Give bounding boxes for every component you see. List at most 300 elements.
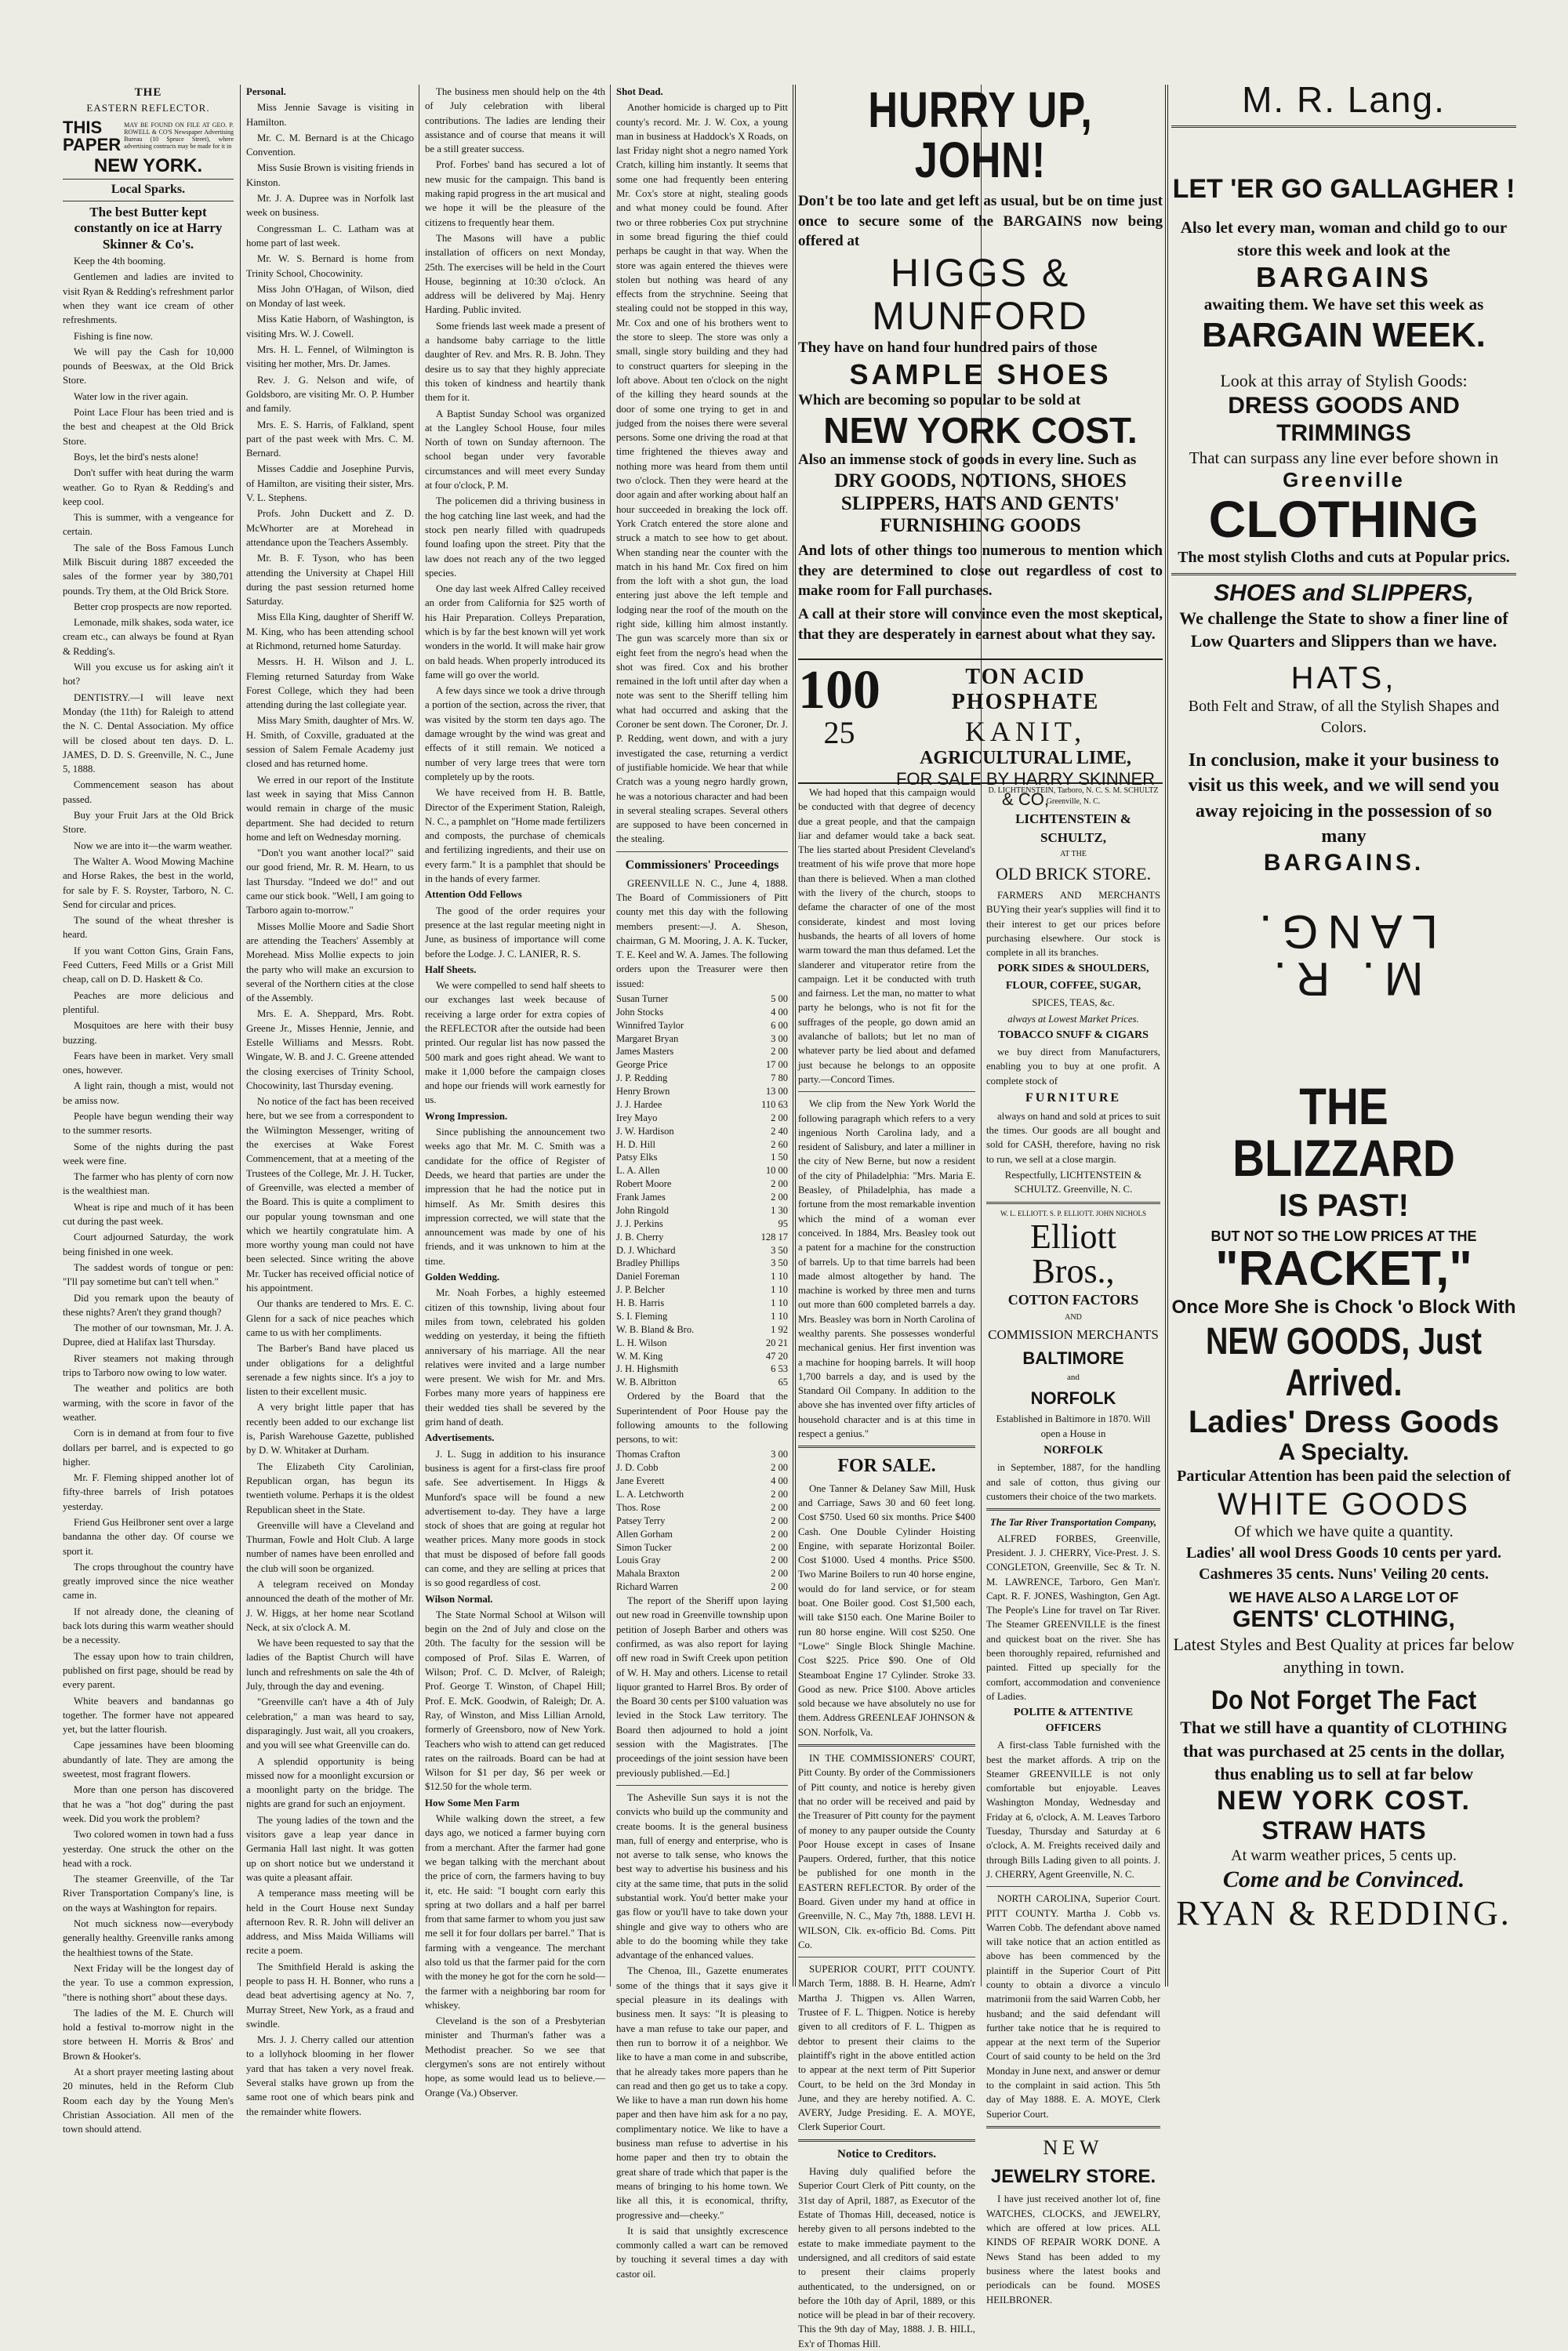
acid-t1: TON ACID PHOSPHATE [951,665,1100,714]
news-item: The sound of the wheat thresher is heard. [63,915,234,941]
lang-intro: Also let every man, woman and child go to our store this week and look at the [1180,218,1508,259]
news-item: The weather and politics are both warming, with the score in favor of the weather. [63,1383,234,1423]
news-item: Mr. F. Fleming shipped another lot of fifty-three barrels of Irish potatoes yesterday. [63,1472,234,1512]
lang-awaiting: awaiting them. We have set this week as [1203,295,1484,314]
news-item: Congressman L. C. Latham was at home part of last week. [246,223,414,249]
payee-name: Richard Warren [616,1581,678,1593]
payee-amount: 3 00 [771,1032,788,1044]
slippers-hats: SLIPPERS, HATS AND GENTS' FURNISHING GOODS [840,492,1120,537]
divider [616,851,788,852]
table-row [616,1072,788,1085]
at-the: AT THE [1060,850,1087,859]
furniture-text: always on hand and sold at prices to suit the times. Our goods are all bought and sold for CASH, therefore, having no risk to run, we sell at a close margin. [986,1110,1160,1165]
payee-name: Mahala Braxton [616,1568,680,1580]
baltimore: BALTIMORE [1022,1348,1124,1368]
payee-amount: 4 00 [771,1475,788,1487]
news-item: The ladies of the M. E. Church will hold a festival to-morrow night in the store between H. Morris & Bros' and Brown & Hooker's. [63,2007,234,2062]
payee-amount: 20 21 [765,1337,788,1348]
warm-prices: At warm weather prices, 5 cents up. [1231,1847,1457,1865]
payee-amount: 2 00 [771,1528,788,1540]
butter-lead: The best Butter kept constantly on ice at Harry Skinner & Co's. [74,204,223,252]
news-item: At a short prayer meeting lasting about 20 minutes, held in the Reform Club Room each day by the Young Men's Christian Association. All men of the town should attend. [63,2066,234,2135]
table-row [616,1019,788,1032]
creditors-heading: Notice to Creditors. [837,2147,936,2161]
column-local-sparks [63,85,234,2135]
news-item: Not much sickness now—everybody generally healthy. Greenville ranks among the healthiest towns of the State. [63,1918,234,1958]
blizzard: THE BLIZZARD [1232,1077,1455,1188]
table-row [616,1217,788,1231]
table-row [616,1164,788,1177]
lang-title: M. R. Lang. [1242,79,1446,120]
wart-text: It is said that unsightly excrescence commonly called a wart can be removed by touching it several times a day with castor oil. [616,2225,788,2280]
attention-text: The good of the order requires your presence at the last regular meeting night in June, as business of importance will come before the Lodge. J. C. LANIER, R. S. [425,905,605,960]
column-rule [1165,85,1168,1986]
payee-name: Patsey Terry [616,1515,666,1526]
payee-amount: 1 10 [771,1284,788,1296]
payee-amount: 5 00 [771,992,788,1004]
table-row [616,1488,788,1501]
table-row [616,1032,788,1046]
low-prices: BUT NOT SO THE LOW PRICES AT THE [1210,1228,1477,1245]
news-item: "Greenville can't have a 4th of July celebration," a man was heard to say, disparagingly. Just wait, all you croakers, and you will see what Greenville can do. [246,1696,414,1751]
norfolk: NORFOLK [1030,1388,1116,1408]
table-row [616,1125,788,1138]
table-row [616,1475,788,1488]
divider [616,1785,788,1786]
payee-name: L. A. Allen [616,1165,660,1177]
payee-name: J. H. Highsmith [616,1363,679,1375]
payee-name: John Ringold [616,1204,670,1216]
news-item: Miss Jennie Savage is visiting in Hamilton. [246,102,414,128]
divider [798,1091,975,1092]
gents-clothing: GENTS' CLOTHING, [1232,1605,1455,1632]
payee-name: W. B. Albritton [616,1377,677,1388]
white-goods: WHITE GOODS [1218,1486,1470,1522]
column-shot-dead [616,85,788,2280]
payee-name: J. J. Perkins [616,1217,663,1229]
new-goods: NEW GOODS, Just Arrived. [1205,1321,1483,1404]
news-item: If not already done, the cleaning of back lots during this warm weather should be a necessity. [63,1605,234,1646]
table-row [616,1085,788,1098]
news-item: Profs. John Duckett and Z. D. McWhorter are at Morehead in attendance upon the Teachers Assembly. [246,508,414,548]
payee-name: W. B. Bland & Bro. [616,1323,695,1335]
column-news [425,85,605,2099]
come-convinced: Come and be Convinced. [1222,1867,1465,1893]
acid-t3: AGRICULTURAL LIME, [920,748,1131,768]
commissioners-mid: Ordered by the Board that the Superintendent of Poor House pay the following amounts to the following persons, to wit: [616,1391,788,1446]
news-item: Mrs. J. J. Cherry called our attention to a lollyhock blooming in her flower yard that has taken a very novel freak. Several stalks have grown up from the same root one of which bears pink and the remainder white flowers. [246,2034,414,2117]
news-item: The farmer who has plenty of corn now is the wealthiest man. [63,1171,234,1197]
payee-name: S. I. Fleming [616,1310,668,1322]
sample-shoes: SAMPLE SHOES [849,357,1112,390]
shot-dead-text: Another homicide is charged up to Pitt county's record. Mr. J. W. Cox, a young man in business at Haddock's X Roads, on last Friday night shot a negro named York Cratch, killing him instantly. It seems that some one had frequently been entering Mr. Cox's store at night, stealing goods and what money could be found. After two or three robberies Cox put strychnine in some bread figuring the thief could perhaps be caught in that way. When the store was again entered the thieves were stolen but nothing was heard of any effects from the strychnine. Seeing that stealing could not be stopped in this way, Mr. Cox and one of his brothers went to the store to sleep. The store was only a small, single story building and they had to construct quarters for sleeping in the loft above. About ten o'clock on the night of the killing they heard sounds at the door of some one trying to get in and judged from the noises there were several persons. Some one driving the road at that time frightened the thieves away and nothing more was heard from them until two o'clock. Then they were heard at the door again and after working about half an hour succeeded in breaking the lock off. York Cratch entered the store alone and struck a match to see how to get about. When standing near the counter with the match in his hand Mr. Cox fired on him from the loft with a shot gun, the load entering just above the left temple and lodging near the roof of the mouth on the right side, killing him almost instantly. The gun was scarcely more than six or eight feet from the negro's head when the shot was fired. Cox and his brother remained in the loft until after day when a note was sent to the Sheriff telling him what had occurred and asking that the Coroner be sent down. The Coroner, Dr. J. P. Redding, went down, and with a jury investigated the case, returning a verdict of justifiable homicide. We hear that while Cratch was a young negro hardly grown, he was a notorious character and had been in several stealing scrapes. Several others are supposed to have been concerned in the stealing. [616,102,788,845]
table-row [616,1257,788,1270]
divider [986,2126,1160,2128]
news-item: We have received from H. B. Battle, Director of the Experiment Station, Raleigh, N. C., a pamphlet on "Home made fertilizers and composts, the purchase of chemicals and fertilizing ingredients, and their use on every farm." It is a pamphlet that should be in the hands of every farmer. [425,787,605,885]
lichtenstein-signed: Respectfully, LICHTENSTEIN & SCHULTZ. Greenville, N. C. [1004,1170,1142,1195]
news-item: People have begun wending their way to the summer resorts. [63,1110,234,1137]
news-item: Wheat is ripe and much of it has been cut during the past week. [63,1201,234,1228]
table-row [616,1528,788,1541]
news-item: Keep the 4th booming. [74,256,166,267]
latest: Latest Styles and Best Quality at prices far below anything in town. [1173,1634,1515,1678]
jewelry-new: NEW [1043,2135,1104,2159]
poorhouse-table [616,1448,788,1594]
news-item: Miss John O'Hagan, of Wilson, died on Monday of last week. [246,283,414,310]
news-item: "Don't you want another local?" said our good friend, Mr. R. M. Hearn, to us last Thursday. "Indeed we do!" and out came our stick book. "Well, I am going to Tarboro again to-morrow." [246,847,414,916]
payee-name: Daniel Foreman [616,1271,680,1283]
cotton-factors: COTTON FACTORS [1007,1292,1139,1308]
table-row [616,1244,788,1257]
news-items [425,85,605,886]
is-past: IS PAST! [1279,1188,1409,1224]
commissioners-heading: Commissioners' Proceedings [625,858,779,872]
payee-amount: 1 10 [771,1297,788,1309]
ladies-dress: Ladies' Dress Goods [1188,1404,1500,1439]
news-item: Greenville will have a Cleveland and Thurman, Fowle and Holt Club. A large number of names have been enrolled and the club will soon be organized. [246,1519,414,1574]
quantity: Of which we have quite a quantity. [1234,1522,1454,1540]
lang-challenge: We challenge the State to show a finer line of Low Quarters and Slippers than we have. [1179,608,1508,651]
commission-merchants: COMMISSION MERCHANTS [988,1326,1159,1342]
table-row [616,1204,788,1217]
table-row [616,1045,788,1058]
payee-amount: 110 63 [761,1098,788,1110]
news-item: The Masons will have a public installation of officers on next Monday, 25th. The exercises will be held in the Court House, beginning at 10:30 o'clock. An address will be delivered by Maj. Henry Harding. Public invited. [425,232,605,316]
news-item: A very bright little paper that has recently been added to our exchange list is, Parish Warehouse Gazette, published by D. W. Whitaker at Durham. [246,1402,414,1457]
payee-amount: 2 00 [771,1489,788,1500]
divider [986,1508,1160,1511]
dress-goods: DRESS GOODS AND TRIMMINGS [1228,393,1460,446]
news-item: Two colored women in town had a fuss yesterday. One struck the other on the head with a rock. [63,1829,234,1869]
payee-amount: 2 60 [771,1138,788,1150]
table-row [616,1058,788,1072]
news-item: If you want Cotton Gins, Grain Fans, Feed Cutters, Feed Mills or a Grist Mill cheap, call on D. D. Haskett & Co. [63,945,234,985]
lichtenstein-firm: LICHTENSTEIN & SCHULTZ, [1015,811,1131,845]
divider [1171,125,1516,128]
payee-name: H. B. Harris [616,1297,665,1309]
payee-amount: 10 00 [765,1165,788,1177]
payee-name: D. J. Whichard [616,1244,676,1256]
masthead-name: EASTERN REFLECTOR. [86,102,210,114]
table-row [616,1297,788,1310]
news-item: Point Lace Flour has been tried and is the best and cheapest at the Old Brick Store. [63,407,234,447]
table-row [616,1151,788,1164]
table-row [616,1098,788,1112]
news-item: White beavers and bandannas go together. The former have not appeared yet, but the latter flourish. [63,1695,234,1736]
jewelry-store: JEWELRY STORE. [990,2166,1156,2188]
lang-inverted: M. R. LANG. [1249,905,1439,1006]
payee-name: John Stocks [616,1006,664,1018]
divider [1171,573,1516,575]
payee-name: W. M. King [616,1350,663,1362]
orders-table [616,992,788,1389]
payee-amount: 2 00 [771,1555,788,1566]
news-item: Cape jessamines have been blooming abundantly of late. They are among the sweetest, most fragrant flowers. [63,1740,234,1780]
divider [798,1744,975,1747]
asheville-text: The Asheville Sun says it is not the convicts who build up the community and create booms. It is the general business man, full of energy and enterprise, who is not averse to talk sense, who knows the best way to advertise his business and his city at the same time, that puts in the solid substantial work. You'd better make your gas flow or you'll have to take down your shingle and give way to others who are able to do the booming while they take advantage of the enhanced values. [616,1791,788,1961]
old-brick-store: OLD BRICK STORE. [995,864,1152,884]
news-item: The saddest words of tongue or pen: "I'll pay sometime but can't tell when." [63,1261,234,1288]
straw-hats: STRAW HATS [1261,1816,1426,1845]
column-rule [793,85,796,1986]
wilson-normal-heading: Wilson Normal. [425,1593,493,1605]
wilson-normal-text: The State Normal School at Wilson will begin on the 2nd of July and close on the 20th. The faculty for the session will be composed of Prof. Silas E. Warren, of Wilson; Prof. C. D. McIver, of Raleigh; Prof. George T. Winston, of Chapel Hill; Prof. E. McK. Goodwin, of Raleigh; Dr. A. Ray, of Winston, and Miss Lillian Arnold, formerly of Greensboro, now of New York. Teachers who wish to attend can get reduced rates on the railroads. Board can be had at Wilson for $1 per day, $6 per week or $12.50 for the whole term. [425,1609,605,1793]
table-row [616,1337,788,1350]
payee-name: J. W. Hardison [616,1125,674,1137]
payee-name: Jane Everett [616,1475,665,1487]
column-rule [610,85,611,1986]
section-title: Local Sparks. [63,179,234,201]
payee-amount: 2 00 [771,1581,788,1593]
farm-heading: How Some Men Farm [425,1797,520,1809]
news-item: Corn is in demand at from four to five dollars per barrel, and is expected to go higher. [63,1428,234,1468]
editorial-text: We had hoped that this campaign would be conducted with that degree of decency due a great people, and that the campaign liar and defamer would take a back seat. The lies started about President Cleveland's treatment of his wife prove that more hope than there is believed. When a man clothed with the livery of the church, stoops to defame the character of one of the most considerate, kindest and most loving husbands, the hearts of all lovers of home warm toward the man thus defamed. Let the slanderer and vituperator retire from the campaign. Let it be conducted with truth and fairness. Let the man, no matter to what party he belongs, who is not fit for the suffrages of the people, go down amid an avalanche of ballots; but let no man of whatever party be lied about and defamed just because he belongs to an opposite party.—Concord Times. [798,787,976,1085]
news-item: A temperance mass meeting will be held in the Court House next Sunday afternoon Rev. R. R. John will deliver an address, and Miss Maida Williams will recite a poem. [246,1888,414,1957]
column-business-cards [986,785,1160,2306]
payee-amount: 65 [778,1377,788,1388]
payee-amount: 2 00 [771,1178,788,1190]
payee-name: H. D. Hill [616,1138,655,1150]
bargain-week: BARGAIN WEEK. [1202,315,1486,354]
column-personal [246,85,414,2117]
personal-heading: Personal. [246,86,286,97]
lang-nyc: NEW YORK COST. [1217,1786,1471,1816]
news-item: Mr. J. A. Dupree was in Norfolk last week on business. [246,193,414,219]
table-row [616,1323,788,1337]
specialty: A Specialty. [1278,1439,1410,1465]
acid-t4: FOR SALE BY HARRY SKINNER & CO, [895,769,1156,809]
news-item: Miss Mary Smith, daughter of Mrs. W. H. Smith, of Coxville, graduated at the session of Salem Female Academy just closed and has returned home. [246,715,414,770]
clothing: CLOTHING [1208,490,1479,549]
new-york-label: NEW YORK. [93,155,203,177]
news-item: Messrs. H. H. Wilson and J. L. Fleming returned Saturday from Wake Forest College, which they had been attending during the last collegiate year. [246,656,414,711]
divider [798,2139,975,2142]
table-row [616,1138,788,1152]
masthead-the: THE [134,86,162,99]
cashmeres: Cashmeres 35 cents. Nuns' Veiling 20 cents. [1199,1565,1489,1583]
payee-name: J. B. Cherry [616,1231,664,1243]
creditors-text: Having duly qualified before the Superior Court Clerk of Pitt county, on the 31st day of April, 1887, as Executor of the Estate of Thomas Hill, deceased, notice is hereby given to all persons indebted to the estate to make immediate payment to the undersigned, and all creditors of said estate to present their claims properly authenticated, to the undersigned, on or before the 10th day of April, 1889, or this notice will be plead in bar of their recovery. This the 9th day of May, 1888. J. B. HILL, Ex'r of Thomas Hill. [798,2166,975,2349]
news-item: Our thanks are tendered to Mrs. E. C. Glenn for a sack of nice peaches which came to us with her compliments. [246,1298,414,1338]
news-item: Miss Katie Haborn, of Washington, is visiting Mrs. W. J. Cowell. [246,314,414,339]
greenville: Greenville [1283,468,1405,492]
shot-dead-heading: Shot Dead. [616,86,663,97]
news-item: We will pay the Cash for 10,000 pounds of Beeswax, at the Old Brick Store. [63,346,234,386]
this-paper-small: MAY BE FOUND ON FILE AT GEO. P. ROWELL & CO'S Newspaper Advertising Bureau (10 Spruce Street), where advertising contracts may be made for it in [124,122,234,150]
payee-name: Frank James [616,1192,666,1203]
news-item: Fears have been in market. Very small ones, however. [63,1050,234,1076]
divider [986,1202,1160,1204]
payee-name: J. P. Belcher [616,1284,665,1296]
masthead [63,85,234,116]
chenoa-text: The Chenoa, Ill., Gazette enumerates some of the things that it says give it special pleasure in its dealings with business men. It says: "It is pleasing to have a man refuse to take our paper, and then run to borrow it of a neighbor. We like to have a man come in and subscribe, that he already takes more papers than he can read and then go get us to take a copy. We like to have a man run down his home paper and then have him ask for a no pay, complimentary notice. We like to have a business man refuse to advertise in his home paper and then try to obtain the great share of trade which that paper is the means of bringing to his home town. We like all this, it is economical, thrifty, progressive and—cheeky." [616,1965,788,2221]
news-item: Court adjourned Saturday, the work being finished in one week. [63,1232,234,1257]
tar-river-heading: The Tar River Transportation Company, [989,1517,1157,1529]
news-item: This is summer, with a vengeance for certain. [63,512,234,538]
this-paper-notice [63,119,234,154]
firm-names: D. LICHTENSTEIN, Tarboro, N. C. S. M. SCHULTZ Greenville, N. C. [988,786,1159,807]
payee-amount: 3 50 [771,1244,788,1256]
payee-amount: 2 00 [771,1501,788,1513]
table-row [616,1376,788,1389]
elliott-and: AND [1065,1313,1082,1322]
higgs-firm: HIGGS & MUNFORD [872,250,1089,338]
lang-ad [1171,78,1516,1991]
this-paper-label: THIS PAPER [63,118,122,155]
news-item: Peaches are more delicious and plentiful. [63,989,234,1015]
column-rule [240,85,241,1986]
hurry-intro: Don't be too late and get left as usual, but be on time just once to secure some of the BARGAINS now being offered at [798,193,1163,250]
spices-line: SPICES, TEAS, &c. [1032,997,1115,1009]
ryan-redding: RYAN & REDDING. [1176,1894,1512,1933]
hurry-line4: And lots of other things too numerous to mention which they are determined to close out regardless of cost to make room for Fall purchases. [798,542,1163,600]
payee-name: Patsy Elks [616,1152,658,1163]
news-item: The crops throughout the country have greatly improved since the nice weather came in. [63,1561,234,1602]
news-item: Now we are into it—the warm weather. [74,840,233,851]
do-not-forget: Do Not Forget The Fact [1210,1685,1477,1716]
table-row [616,1541,788,1555]
column-editorial [798,785,976,2349]
hurry-line2: Which are becoming so popular to be sold at [798,391,1081,408]
table-row [616,1448,788,1461]
payee-amount: 1 10 [771,1271,788,1283]
payee-amount: 1 30 [771,1204,788,1216]
payee-amount: 128 17 [760,1231,788,1243]
payee-name: J. D. Cobb [616,1462,659,1474]
news-item: The essay upon how to train children, published on first page, should be read by every parent. [63,1650,234,1691]
table-row [616,1501,788,1515]
news-item: A few days since we took a drive through a portion of the section, across the river, that was visited by the storm ten days ago. The damage wrought by the wind was great and effects of it still remain. We noticed a number of very large trees that were torn completely up by the roots. [425,685,605,782]
news-item: Mr. C. M. Bernard is at the Chicago Convention. [246,132,414,158]
news-item: Miss Ella King, daughter of Sheriff W. M. King, who has been attending school at Richmond, returned home Saturday. [246,611,414,651]
news-item: Buy your Fruit Jars at the Old Brick Store. [63,810,234,836]
payee-amount: 1 10 [771,1310,788,1322]
cleveland-text: Cleveland is the son of a Presbyterian minister and Thurman's father was a Methodist preacher. So we see that clergymen's sons are not entirely without hope, as some would lead us to believe.—Orange (Va.) Observer. [425,2015,605,2099]
payee-amount: 2 40 [771,1125,788,1137]
also-large: WE HAVE ALSO A LARGE LOT OF [1229,1589,1459,1605]
news-item: Don't suffer with heat during the warm weather. Go to Ryan & Redding's and keep cool. [63,467,234,507]
table-row [616,1515,788,1528]
wrong-impression-heading: Wrong Impression. [425,1110,508,1122]
news-item: Mrs. E. A. Sheppard, Mrs. Robt. Greene Jr., Misses Hennie, Jennie, and Estelle Williams and Messrs. Robt. Wingate, W. B. and J. C. Greene attended the closing exercises of Trinity School, Chocowinity, last Thursday evening. [246,1008,414,1091]
lang-bargains2: BARGAINS. [1263,849,1425,876]
racket: "RACKET," [1215,1242,1472,1297]
table-row [616,1461,788,1475]
news-item: Will you excuse us for asking ain't it hot? [63,662,234,688]
advertisements-heading: Advertisements. [425,1432,495,1444]
lang-conclusion: In conclusion, make it your business to visit us this week, and we will send you away rejoicing in the possession of so many [1188,750,1500,847]
elliott-and2: and [1067,1373,1080,1383]
acid-amount-100: 100 [798,660,880,720]
table-row [616,1006,788,1019]
lang-look: Look at this array of Stylish Goods: [1220,371,1468,391]
commissioners-intro: GREENVILLE N. C., June 4, 1888. The Board of Commissioners of Pitt county met this day with the following members present:—J. A. Sheson, chairman, G M. Mooring, J. A. K. Tucker, T. E. Keel and W. A. James. The following orders upon the Treasurer were then issued: [616,877,788,989]
payee-name: Thos. Rose [616,1501,661,1513]
news-item: Mrs. H. L. Fennel, of Wilmington is visiting her mother, Mrs. Dr. James. [246,344,414,370]
norfolk-text: in September, 1887, for the handling and sale of cotton, thus giving our customers their choice of the two markets. [986,1462,1160,1503]
hurry-headline: HURRY UP, JOHN! [868,82,1093,188]
table-row [616,1554,788,1567]
lang-bargains: BARGAINS [1255,261,1432,294]
payee-name: Susan Turner [616,992,669,1004]
news-item: Some friends last week made a present of a handsome baby carriage to the little daughter of Rev. and Mrs. R. B. John. They desire us to say that they highly appreciate this token of kindness and heartily thank them for it. [425,320,605,404]
flour-line: FLOUR, COFFEE, SUGAR, [1005,980,1142,992]
payee-amount: 6 00 [771,1019,788,1031]
news-item: The policemen did a thriving business in the hog catching line last week, and had the stock pen nearly filled with quadrupeds found loafing upon the street. Pity that the law does not reach any of the two legged species. [425,495,605,579]
payee-amount: 6 53 [771,1363,788,1375]
local-items [63,254,234,2136]
payee-amount: 95 [778,1217,788,1229]
payee-amount: 3 50 [771,1257,788,1269]
news-item: Prof. Forbes' band has secured a lot of new music for the campaign. This band is making rapid progress in the art musical and we hope it will be the pleasure of the citizens to frequently hear them. [425,159,605,228]
hats: HATS, [1290,661,1397,695]
news-item: One day last week Alfred Calley received an order from California for $25 worth of his Hair Preparation. Colleys Preparation, which is by far the best known will yet work wonders in the world. It will make hair grow on bald heads. When properly introduced its fame will go over the world. [425,583,605,680]
new-york-cost: NEW YORK COST. [823,409,1138,451]
payee-amount: 2 00 [771,1112,788,1123]
news-item: Fishing is fine now. [74,330,153,342]
payee-name: Winnifred Taylor [616,1019,684,1031]
lang-surpass: That can surpass any line ever before shown in [1189,448,1499,468]
news-item: Did you remark upon the beauty of these nights? Aren't they grand though? [63,1292,234,1318]
payee-name: L. A. Letchworth [616,1489,684,1500]
payee-name: George Price [616,1059,668,1071]
table-row [616,992,788,1006]
payee-name: Robert Moore [616,1178,672,1190]
acid-t2: KANIT, [964,716,1087,747]
divider [798,1446,975,1448]
news-item: A telegram received on Monday announced the death of the mother of Mr. J. W. Higgs, at her home near Scotland Neck, at six o'clock A. M. [246,1578,414,1633]
payee-amount: 2 00 [771,1192,788,1203]
news-item: We erred in our report of the Institute last week in saying that Miss Cannon would remain in charge of the music department. She had decided to return home and left on Wednesday morning. [246,774,414,843]
table-row [616,1191,788,1204]
news-item: Some of the nights during the past week were fine. [63,1141,234,1166]
news-item: River steamers not making through trips to Tarboro now owing to low water. [63,1352,234,1379]
mfr-line: we buy direct from Manufacturers, enabling you to buy at one profit. A complete stock of [986,1047,1160,1087]
news-item: Mrs. E. S. Harris, of Falkland, spent part of the past week with Mrs. C. M. Bernard. [246,419,414,459]
table-row [616,1270,788,1283]
payee-amount: 2 00 [771,1046,788,1058]
news-item: A splendid opportunity is being missed now for a moonlight excursion or a moonlight party on the bridge. The nights are grand for such an enjoyment. [246,1755,414,1810]
wool: Ladies' all wool Dress Goods 10 cents per yard. [1185,1544,1502,1562]
payee-name: Margaret Bryan [616,1032,679,1044]
particular: Particular Attention has been paid the selection of [1177,1467,1511,1485]
elliott-bros: Elliott Bros., [1030,1217,1116,1291]
payee-name: J. P. Redding [616,1072,668,1084]
tobacco-line: TOBACCO SNUFF & CIGARS [998,1029,1149,1042]
news-item: The Smithfield Herald is asking the people to pass H. H. Bonner, who runs a dead beat advertising agency at No. 7, Murray Street, New York, as a fraud and swindle. [246,1961,414,2030]
payee-name: Simon Tucker [616,1541,672,1553]
news-item: We have been requested to say that the ladies of the Baptist Church will have lunch and refreshments on sale the 4th of July, through the day and evening. [246,1638,414,1693]
shoes-slippers: SHOES and SLIPPERS, [1214,579,1474,606]
elliott-names: W. L. ELLIOTT. S. P. ELLIOTT. JOHN NICHOLS [1000,1209,1147,1217]
gallagher: LET 'ER GO GALLAGHER ! [1172,174,1515,204]
beasley-text: We clip from the New York World the following paragraph which refers to a very ingenious North Carolina lady, and a resident of Salisbury, and later a milliner in the city of New Berne, but now a resident of the city of Philadelphia: "Mrs. Maria E. Beasley, of Philadelphia, has made a fortune from the most remarkable invention which the mind of a woman ever conceived. In 1884, Mrs. Beasley took out a patent for a machine for the construction of barrels. Up to that time barrels had been made almost altogether by hand. The machine is worked by three men and turns out more than 600 completed barrels a day. Mrs. Beasley was born in North Carolina of wealthy parents. She possesses wonderful mechanical genius. Her first invention was a machine for hooping barrels. It will hoop 1,700 barrels a day, and is used by the Standard Oil Company. In addition to the above she has invented over fifty articles of household character and is at this time in respect a genius." [798,1098,975,1440]
payee-amount: 4 00 [771,1006,788,1018]
news-item: Rev. J. G. Nelson and wife, of Goldsboro, are visiting Mr. O. P. Humber and family. [246,374,414,415]
news-item: Misses Caddie and Josephine Purvis, of Hamilton, are visiting their sister, Mrs. V. L. Stephens. [246,463,414,504]
news-item: The Elizabeth City Carolinian, Republican organ, has begun its twentieth volume. Perhaps it is the oldest Republican sheet in the State. [246,1460,414,1515]
pork-line: PORK SIDES & SHOULDERS, [997,963,1149,975]
payee-amount: 3 00 [771,1449,788,1460]
nc-court-text: NORTH CAROLINA, Superior Court. PITT COUNTY. Martha J. Cobb vs. Warren Cobb. The defendant above named will take notice that an action entitled as above has been commenced by the plaintiff in the Superior Court of Pitt county to obtain a divorce a vinculo matrimonii from the said Warren Cobb, her husband; and the said defendant will further take notice that he is required to appear at the next term of the Superior Court of said county to be held on the 3rd Monday in June next, and answer or demur to the complaint in said action. This 5th day of May 1888. E. A. MOYE, Clerk Superior Court. [986,1893,1160,2120]
tar-river-text: ALFRED FORBES, Greenville, President. J. J. CHERRY, Vice-Prest. J. S. CONGLETON, Greenville, Sec & Tr. N. M. LAWRENCE, Tarboro, Gen Man'r. Capt. R. F. JONES, Washington, Gen Agt. The People's Line for travel on Tar River. The Steamer GREENVILLE is the finest and quickest boat on the river. She has been thoroughly repaired, refurnished and painted. Fitted up specially for the comfort, accommodation and convenience of Ladies. [986,1533,1160,1702]
lang-hats-text: Both Felt and Straw, of all the Stylish Shapes and Colors. [1188,698,1500,736]
payee-amount: 47 20 [765,1350,788,1362]
payee-name: Thomas Crafton [616,1449,681,1460]
table-row [616,1112,788,1125]
commissioners-court: IN THE COMMISSIONERS' COURT, Pitt County. By order of the Commissioners of Pitt county, and notice is hereby given that no order will be received and paid by the Treasurer of Pitt county for the payment of money to any pauper outside the County Poor House except in cases of Insane Paupers. Ordered, further, that this notice be published for one month in the EASTERN REFLECTOR. By order of the Board. Given under my hand at office in Greenville, N. C., May 7th, 1888. LEVI H. WILSON, Clk. ex-officio Bd. Coms. Pitt Co. [798,1753,975,1950]
established-text: Established in Baltimore in 1870. Will open a House in [996,1413,1151,1439]
